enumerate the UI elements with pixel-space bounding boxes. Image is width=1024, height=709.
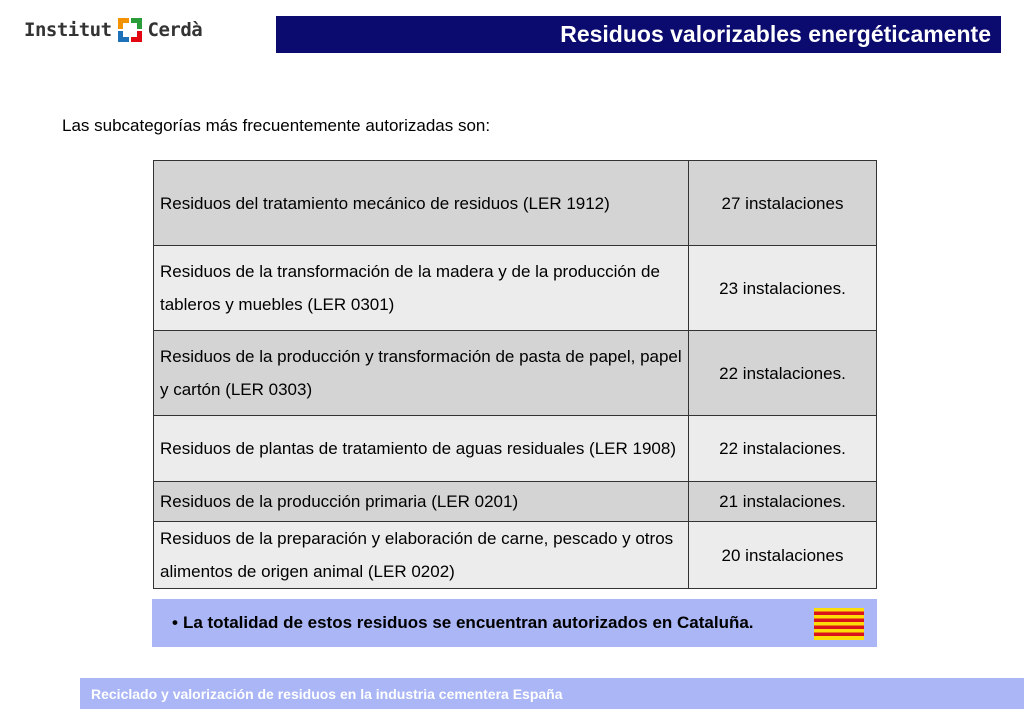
intro-text: Las subcategorías más frecuentemente autorizadas son: [62,116,491,135]
catalonia-note-text: La totalidad de estos residuos se encuentran autorizados en Cataluña. [182,613,754,632]
footer-text: Reciclado y valorización de residuos en la industria cementera España [91,685,563,702]
footer-band [80,678,1024,709]
logo-text-right: Cerdà [147,19,203,41]
table-row [154,331,877,416]
row-count: 22 instalaciones. [689,416,877,482]
row-count: 20 instalaciones [689,522,877,589]
row-description: Residuos de plantas de tratamiento de aguas residuales (LER 1908) [154,416,689,482]
row-description: Residuos de la producción primaria (LER 0201) [154,482,689,522]
table-row [154,161,877,246]
table-row [154,482,877,522]
table-row [154,416,877,482]
slide-title: Residuos valorizables energéticamente [560,21,991,47]
row-description: Residuos del tratamiento mecánico de residuos (LER 1912) [154,161,689,246]
subcategories-table [153,160,877,589]
row-description: Residuos de la transformación de la madera y de la producción de tableros y muebles (LER 0301) [154,246,689,331]
catalonia-note-band [152,599,877,647]
row-count: 23 instalaciones. [689,246,877,331]
row-description: Residuos de la producción y transformación de pasta de papel, papel y cartón (LER 0303) [154,331,689,416]
logo-mark-icon [118,18,142,42]
row-description: Residuos de la preparación y elaboración de carne, pescado y otros alimentos de origen animal (LER 0202) [154,522,689,589]
catalonia-flag-icon [814,608,864,640]
slide-title-bar [276,16,1001,53]
row-count: 22 instalaciones. [689,331,877,416]
table-row [154,522,877,589]
bullet-icon: • [172,613,178,632]
row-count: 27 instalaciones [689,161,877,246]
table-row [154,246,877,331]
institut-cerda-logo [24,14,202,46]
row-count: 21 instalaciones. [689,482,877,522]
logo-text-left: Institut [24,19,112,41]
